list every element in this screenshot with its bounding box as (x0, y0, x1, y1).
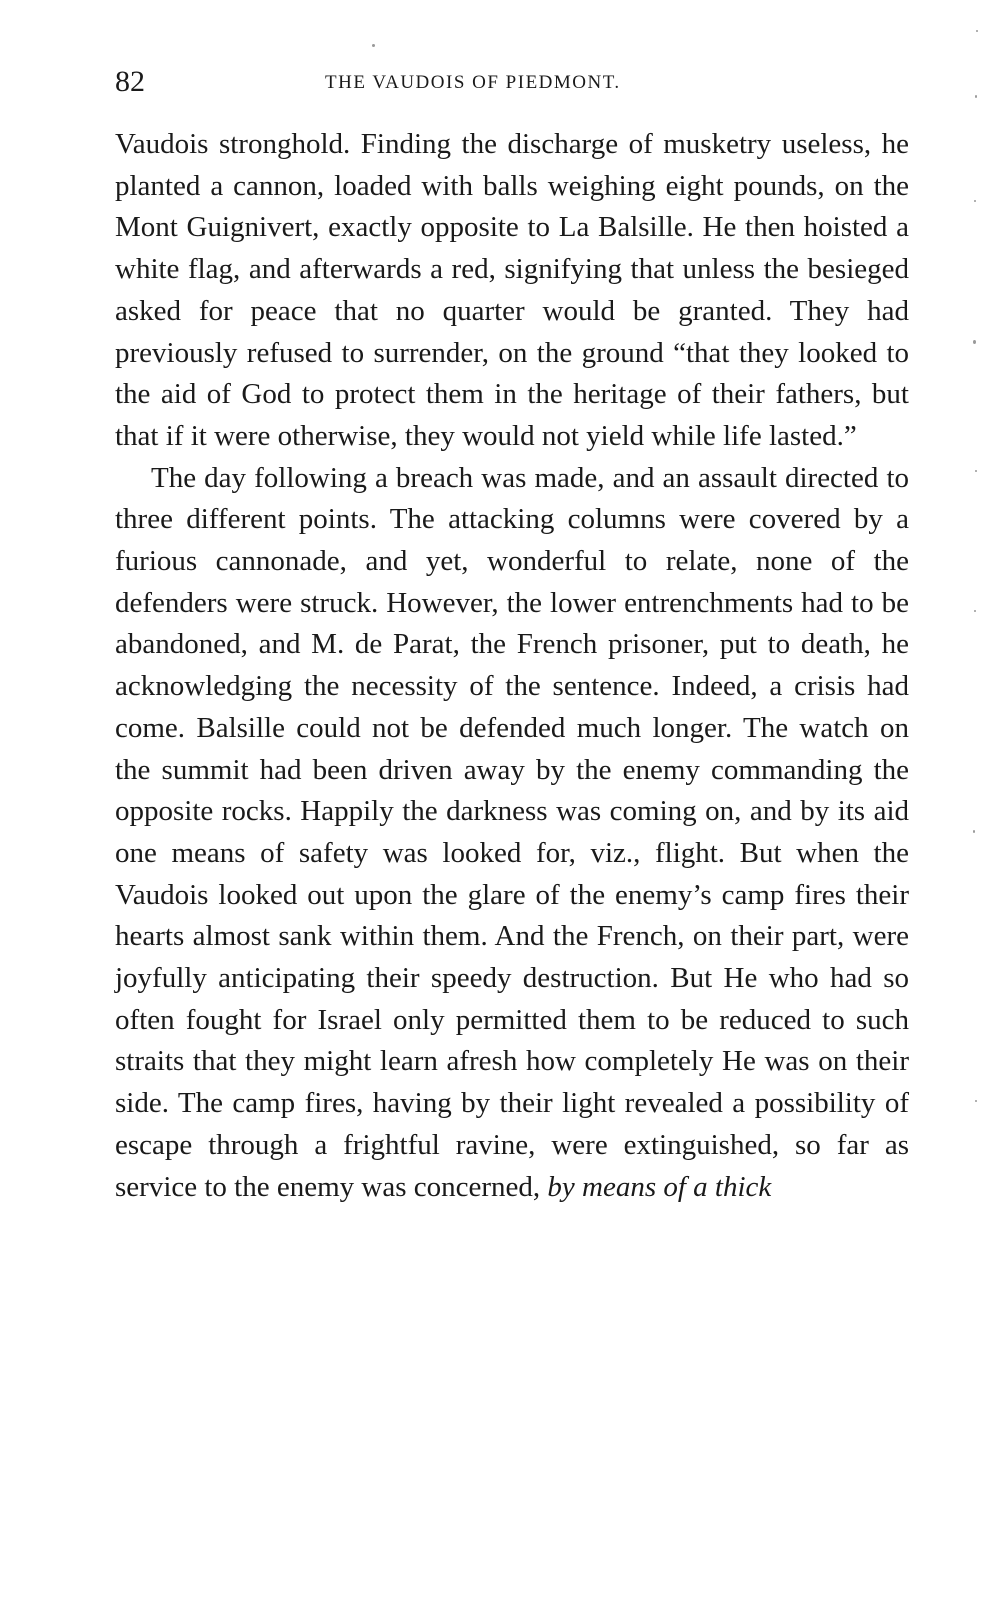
scan-speck (975, 470, 977, 472)
scan-speck (975, 1100, 977, 1102)
running-title: THE VAUDOIS OF PIEDMONT. (325, 72, 621, 93)
paragraph-text: The day following a breach was made, and an assault directed to three different points. The attacking columns were covered by a furious cannonade, and yet, wonderful to relate, none of the defenders were struck. However, the lower entrenchments had to be abandoned, and M. de Parat, the French prisoner, put to death, he acknowledging the necessity of the sentence. Indeed, a crisis had come. Balsille could not be defended much longer. The watch on the summit had been driven away by the enemy commanding the opposite rocks. Happily the darkness was coming on, and by its aid one means of safety was looked for, viz., flight. But when the Vaudois looked out upon the glare of the enemy’s camp fires their hearts almost sank within them. And the French, on their part, were joyfully anticipating their speedy destruction. But He who had so often fought for Israel only permitted them to be reduced to such straits that they might learn afresh how completely He was on their side. The camp fires, having by their light revealed a possibility of escape through a frightful ravine, were extinguished, so far as service to the enemy was concerned, (115, 461, 909, 1203)
scan-speck (975, 95, 977, 98)
running-head (115, 62, 915, 102)
scan-speck (974, 610, 976, 612)
scan-speck (974, 200, 976, 202)
page-number: 82 (115, 65, 145, 98)
paragraph: Vaudois stronghold. Finding the discharge of musketry useless, he planted a cannon, loaded with balls weighing eight pounds, on the Mont Guignivert, exactly opposite to La Balsille. He then hoisted a white flag, and afterwards a red, signifying that unless the besieged asked for peace that no quarter would be granted. They had previously refused to surrender, on the ground “that they looked to the aid of God to protect them in the heritage of their fathers, but that if it were otherwise, they would not yield while life lasted.” (115, 128, 909, 452)
scan-speck (976, 30, 978, 32)
italic-phrase: by means of a thick (547, 1170, 772, 1203)
scan-speck (973, 830, 975, 833)
body-text (115, 124, 909, 1208)
paragraph (115, 458, 909, 1209)
scan-speck (973, 340, 976, 344)
scan-speck (372, 44, 375, 47)
